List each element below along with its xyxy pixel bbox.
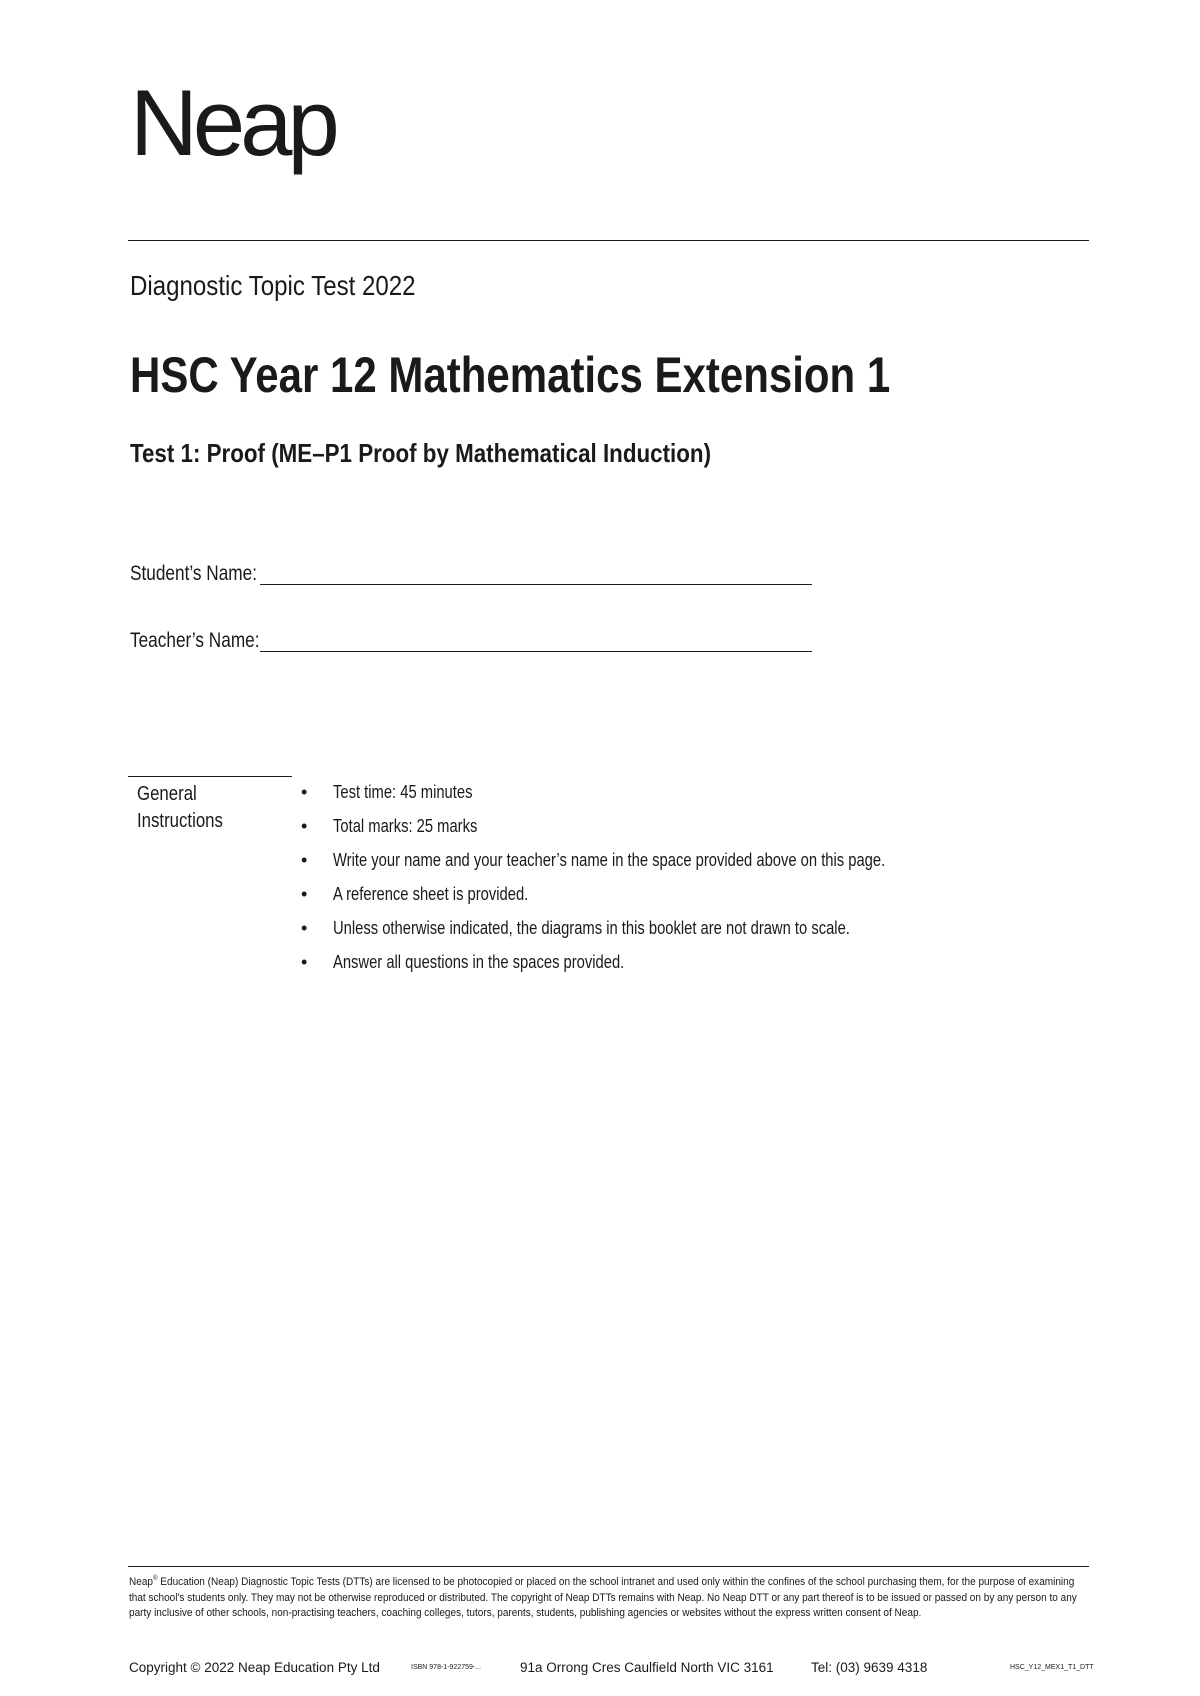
footer-divider [128,1566,1089,1567]
phone-text: Tel: (03) 9639 4318 [811,1660,928,1675]
instruction-text: Total marks: 25 marks [333,816,478,836]
legal-notice [129,1571,1081,1622]
isbn-text: ISBN 978-1-922759-... [411,1664,482,1671]
bullet-icon: • [301,884,308,904]
teacher-name-label: Teacher’s Name: [130,629,260,652]
legal-text: Education (Neap) Diagnostic Topic Tests (DTTs) are licensed to be photocopied or placed on the school intranet and used only within the confines of the school purchasing them, for the purpose of examining that school's students only. They may not be otherwise reproduced or distributed. The copyright of Neap DTTs remains with Neap. No Neap DTT or any part thereof is to be issued or passed on by any person to any party inclusive of other schools, non-practising teachers, coaching colleges, tutors, parents, students, publishing agencies or websites without the express written consent of Neap. [129,1575,1077,1620]
student-name-row [130,562,690,596]
instructions-heading [137,781,223,835]
instruction-text: A reference sheet is provided. [333,884,529,904]
student-name-label: Student’s Name: [130,562,257,585]
bullet-icon: • [301,782,308,802]
instruction-text: Test time: 45 minutes [333,782,473,802]
instructions-heading-line2: Instructions [137,810,223,832]
neap-logo: Neap [130,70,335,175]
instructions-divider [128,776,292,777]
instructions-heading-line1: General [137,783,197,805]
series-title: Diagnostic Topic Test 2022 [130,270,416,301]
test-subtitle: Test 1: Proof (ME–P1 Proof by Mathematical Induction) [130,438,712,468]
instruction-text: Answer all questions in the spaces provided. [333,952,625,972]
registered-mark: ® [152,1575,158,1582]
bullet-icon: • [301,918,308,938]
bullet-icon: • [301,850,308,870]
copyright-text: Copyright © 2022 Neap Education Pty Ltd [129,1660,380,1675]
address-text: 91a Orrong Cres Caulfield North VIC 3161 [520,1660,774,1675]
student-name-field[interactable] [260,584,812,585]
teacher-name-field[interactable] [260,651,812,652]
bullet-icon: • [301,816,308,836]
document-code: HSC_Y12_MEX1_T1_DTT [1010,1664,1094,1671]
teacher-name-row [130,629,690,663]
instruction-text: Unless otherwise indicated, the diagrams in this booklet are not drawn to scale. [333,918,850,938]
bullet-icon: • [301,952,308,972]
instruction-text: Write your name and your teacher’s name in the space provided above on this page. [333,850,886,870]
legal-brand: Neap [129,1575,153,1588]
header-divider [128,240,1089,241]
page-title: HSC Year 12 Mathematics Extension 1 [130,347,891,403]
